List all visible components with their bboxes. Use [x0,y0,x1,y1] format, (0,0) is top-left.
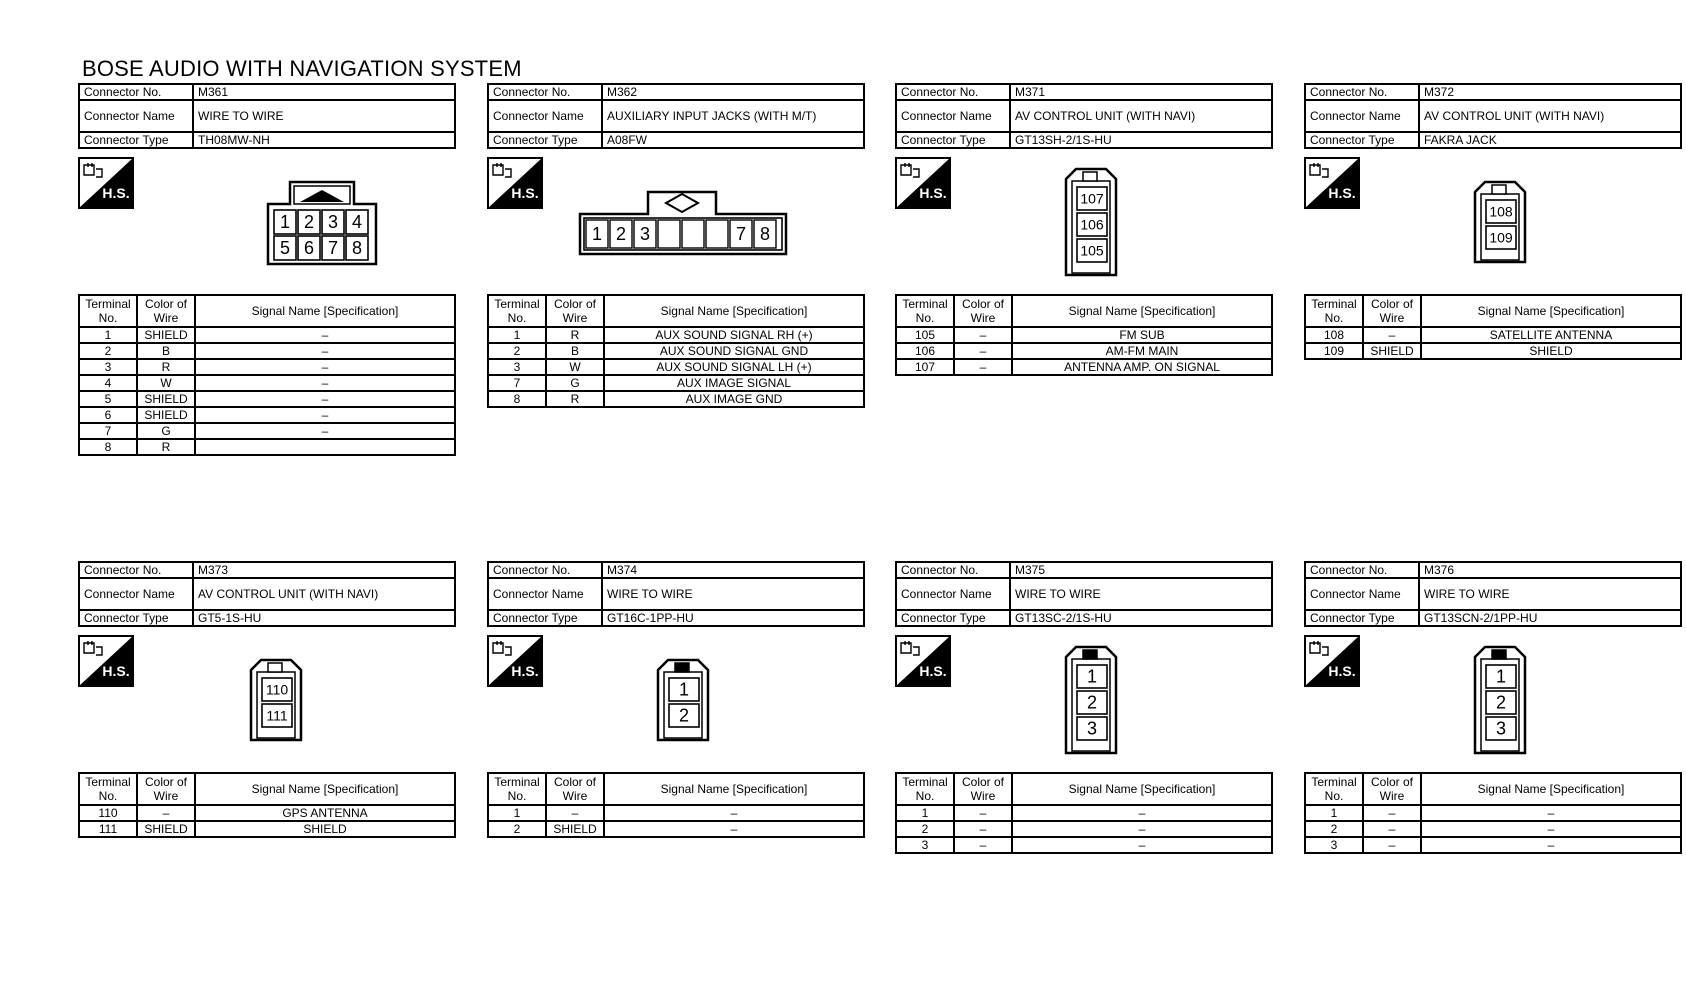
terminal-number: 3 [79,359,137,375]
connector-number-value: M371 [1010,84,1272,100]
connector-number-label: Connector No. [488,84,602,100]
wire-color: SHIELD [137,407,195,423]
signal-name: – [195,375,455,391]
connector-type-value: GT13SH-2/1S-HU [1010,132,1272,148]
terminal-number: 6 [79,407,137,423]
terminal-number: 108 [1305,327,1363,343]
connector-name-label: Connector Name [896,578,1010,610]
harness-side-icon [1304,635,1360,687]
connector-header-table [487,561,865,627]
wire-color: SHIELD [137,391,195,407]
terminal-no-header: Terminal No. [1305,773,1363,805]
connector-drawing [656,658,710,749]
wire-color: R [546,391,604,407]
signal-name: – [195,407,455,423]
terminal-number: 107 [896,359,954,375]
table-row [79,439,455,455]
wire-color: R [546,327,604,343]
connector-number-label: Connector No. [896,84,1010,100]
hs-label: H.S. [1328,185,1356,201]
cavity-number: 8 [351,238,363,258]
signal-name: – [1421,837,1681,853]
cavity-number: 106 [1080,216,1104,233]
cavity-number: 3 [1495,718,1507,739]
wire-color: B [546,343,604,359]
terminal-number: 2 [896,821,954,837]
color-of-wire-header: Color of Wire [137,773,195,805]
terminal-table [78,294,456,456]
signal-name: – [195,343,455,359]
connector-name-label: Connector Name [79,100,193,132]
cavity-number: 109 [1489,229,1513,246]
wire-color: – [1363,837,1421,853]
connector-name-label: Connector Name [79,578,193,610]
connector-number-value: M376 [1419,562,1681,578]
connector-face-diagram [1473,180,1527,266]
color-of-wire-header: Color of Wire [546,295,604,327]
signal-name-header: Signal Name [Specification] [195,295,455,327]
table-row [79,327,455,343]
signal-name-header: Signal Name [Specification] [604,295,864,327]
terminal-number: 3 [896,837,954,853]
terminal-number: 2 [488,343,546,359]
table-row [488,343,864,359]
terminal-number: 3 [488,359,546,375]
wire-color: SHIELD [137,327,195,343]
table-row [896,837,1272,853]
connector-type-value: GT13SC-2/1S-HU [1010,610,1272,626]
cavity-number: 7 [327,238,339,258]
terminal-table [895,772,1273,854]
connector-drawing [1064,645,1118,762]
terminal-no-header: Terminal No. [1305,295,1363,327]
wire-color: – [1363,327,1421,343]
connector-number-value: M373 [193,562,455,578]
terminal-table [1304,772,1682,854]
wire-color: – [954,359,1012,375]
signal-name-header: Signal Name [Specification] [1012,773,1272,805]
signal-name-header: Signal Name [Specification] [195,773,455,805]
terminal-number: 1 [79,327,137,343]
harness-side-icon [895,157,951,209]
cavity-number: 2 [1086,692,1098,713]
hs-label: H.S. [511,185,539,201]
connector-header-table [1304,83,1682,149]
table-row [488,327,864,343]
wire-color: G [546,375,604,391]
wire-color: – [954,327,1012,343]
connector-header-table [895,83,1273,149]
terminal-no-header: Terminal No. [896,295,954,327]
table-row [79,343,455,359]
cavity-number: 1 [678,679,690,700]
connector-face-diagram [1064,167,1118,279]
connector-number-label: Connector No. [896,562,1010,578]
color-of-wire-header: Color of Wire [546,773,604,805]
connector-name-label: Connector Name [488,100,602,132]
table-row [79,407,455,423]
cavity-number: 4 [351,212,363,232]
signal-name: FM SUB [1012,327,1272,343]
terminal-number: 2 [1305,821,1363,837]
connector-block-m373 [78,561,456,838]
signal-name: – [1421,805,1681,821]
table-row [1305,805,1681,821]
page-title: BOSE AUDIO WITH NAVIGATION SYSTEM [82,56,522,81]
cavity-number: 2 [303,212,315,232]
connector-header-table [1304,561,1682,627]
connector-type-label: Connector Type [896,610,1010,626]
terminal-number: 109 [1305,343,1363,359]
terminal-number: 110 [79,805,137,821]
connector-face-diagram [1064,645,1118,757]
connector-name-label: Connector Name [1305,100,1419,132]
connector-name-label: Connector Name [488,578,602,610]
signal-name: – [1421,821,1681,837]
hs-label: H.S. [919,663,947,679]
terminal-number: 5 [79,391,137,407]
table-row [896,805,1272,821]
terminal-no-header: Terminal No. [896,773,954,805]
wire-color: – [954,343,1012,359]
wire-color: – [954,805,1012,821]
cavity-number: 5 [279,238,291,258]
harness-side-icon [487,157,543,209]
connector-number-label: Connector No. [1305,84,1419,100]
signal-name: AUX SOUND SIGNAL LH (+) [604,359,864,375]
wire-color: W [546,359,604,375]
cavity-number: 2 [1495,692,1507,713]
cavity-number: 7 [735,224,747,244]
signal-name: AM-FM MAIN [1012,343,1272,359]
wire-color: R [137,359,195,375]
connector-drawing [578,190,788,261]
connector-number-value: M372 [1419,84,1681,100]
connector-block-m372 [1304,83,1682,360]
connector-name-value: AV CONTROL UNIT (WITH NAVI) [193,578,455,610]
hs-label: H.S. [102,663,130,679]
connector-name-label: Connector Name [1305,578,1419,610]
signal-name: SHIELD [195,821,455,837]
connector-name-value: AV CONTROL UNIT (WITH NAVI) [1419,100,1681,132]
color-of-wire-header: Color of Wire [954,773,1012,805]
terminal-number: 2 [488,821,546,837]
terminal-table [895,294,1273,376]
connector-drawing [264,180,380,271]
cavity-number: 3 [1086,718,1098,739]
terminal-no-header: Terminal No. [488,295,546,327]
connector-name-value: AUXILIARY INPUT JACKS (WITH M/T) [602,100,864,132]
connector-header-table [78,561,456,627]
cavity-number: 111 [266,707,288,724]
connector-type-label: Connector Type [79,610,193,626]
connector-header-table [78,83,456,149]
wire-color: SHIELD [1363,343,1421,359]
table-row [1305,821,1681,837]
connector-number-label: Connector No. [79,562,193,578]
table-row [79,805,455,821]
cavity-number: 1 [279,212,291,232]
signal-name: – [1012,805,1272,821]
signal-name: – [195,327,455,343]
cavity-number: 108 [1489,203,1513,220]
terminal-number: 1 [488,805,546,821]
terminal-table [78,772,456,838]
cavity-number: 110 [265,681,289,698]
hs-label: H.S. [102,185,130,201]
cavity-number: 1 [591,224,603,244]
terminal-table [1304,294,1682,360]
connector-type-label: Connector Type [1305,132,1419,148]
harness-side-icon [78,635,134,687]
table-row [488,391,864,407]
table-row [488,821,864,837]
connector-face-diagram [249,658,303,744]
cavity-number: 3 [327,212,339,232]
table-row [488,805,864,821]
table-row [79,423,455,439]
color-of-wire-header: Color of Wire [137,295,195,327]
connector-type-value: A08FW [602,132,864,148]
wire-color: B [137,343,195,359]
connector-name-value: AV CONTROL UNIT (WITH NAVI) [1010,100,1272,132]
wire-color: W [137,375,195,391]
connector-name-label: Connector Name [896,100,1010,132]
signal-name-header: Signal Name [Specification] [1012,295,1272,327]
signal-name: AUX SOUND SIGNAL RH (+) [604,327,864,343]
signal-name: SATELLITE ANTENNA [1421,327,1681,343]
connector-name-value: WIRE TO WIRE [602,578,864,610]
cavity-number: 8 [759,224,771,244]
signal-name: – [604,821,864,837]
signal-name: AUX IMAGE SIGNAL [604,375,864,391]
wire-color: – [1363,821,1421,837]
connector-header-table [487,83,865,149]
connector-name-value: WIRE TO WIRE [1419,578,1681,610]
table-row [896,327,1272,343]
connector-type-label: Connector Type [896,132,1010,148]
connector-face-diagram [656,658,710,744]
terminal-number: 7 [79,423,137,439]
table-row [79,391,455,407]
table-row [79,821,455,837]
connector-number-value: M362 [602,84,864,100]
signal-name: – [604,805,864,821]
terminal-no-header: Terminal No. [488,773,546,805]
table-row [488,375,864,391]
cavity-number: 2 [615,224,627,244]
cavity-number: 3 [639,224,651,244]
signal-name: – [195,423,455,439]
wire-color: – [954,837,1012,853]
connector-number-label: Connector No. [1305,562,1419,578]
signal-name: AUX SOUND SIGNAL GND [604,343,864,359]
connector-type-label: Connector Type [79,132,193,148]
connector-type-value: GT5-1S-HU [193,610,455,626]
connector-type-label: Connector Type [1305,610,1419,626]
terminal-table [487,772,865,838]
signal-name: – [1012,837,1272,853]
signal-name-header: Signal Name [Specification] [1421,295,1681,327]
connector-drawing [1064,167,1118,284]
connector-type-value: GT13SCN-2/1PP-HU [1419,610,1681,626]
connector-number-value: M361 [193,84,455,100]
connector-number-value: M375 [1010,562,1272,578]
signal-name-header: Signal Name [Specification] [1421,773,1681,805]
connector-drawing [1473,645,1527,762]
cavity-number: 105 [1080,242,1104,259]
terminal-number: 1 [896,805,954,821]
table-row [896,359,1272,375]
signal-name: – [195,391,455,407]
harness-side-icon [78,157,134,209]
color-of-wire-header: Color of Wire [1363,295,1421,327]
terminal-number: 2 [79,343,137,359]
terminal-number: 1 [488,327,546,343]
cavity-number: 1 [1495,666,1507,687]
harness-side-icon [487,635,543,687]
connector-drawing [1473,180,1527,271]
wire-color: – [546,805,604,821]
wire-color: – [954,821,1012,837]
connector-drawing [249,658,303,749]
connector-face-diagram [264,180,380,266]
hs-label: H.S. [919,185,947,201]
wire-color: R [137,439,195,455]
cavity-number: 107 [1080,190,1104,207]
wire-color: – [137,805,195,821]
connector-block-m374 [487,561,865,838]
terminal-number: 7 [488,375,546,391]
terminal-no-header: Terminal No. [79,295,137,327]
color-of-wire-header: Color of Wire [1363,773,1421,805]
signal-name: – [195,359,455,375]
wire-color: SHIELD [546,821,604,837]
table-row [1305,837,1681,853]
signal-name: SHIELD [1421,343,1681,359]
connector-number-label: Connector No. [79,84,193,100]
signal-name: GPS ANTENNA [195,805,455,821]
terminal-number: 8 [488,391,546,407]
connector-block-m375 [895,561,1273,854]
signal-name-header: Signal Name [Specification] [604,773,864,805]
connector-block-m361 [78,83,456,456]
wire-color: G [137,423,195,439]
connector-number-label: Connector No. [488,562,602,578]
connector-type-value: GT16C-1PP-HU [602,610,864,626]
table-row [896,343,1272,359]
connector-type-label: Connector Type [488,610,602,626]
terminal-number: 111 [79,821,137,837]
terminal-number: 8 [79,439,137,455]
terminal-table [487,294,865,408]
connector-block-m371 [895,83,1273,376]
connector-type-label: Connector Type [488,132,602,148]
signal-name: – [1012,821,1272,837]
terminal-no-header: Terminal No. [79,773,137,805]
table-row [1305,327,1681,343]
table-row [896,821,1272,837]
cavity-number: 2 [678,705,690,726]
wire-color: – [1363,805,1421,821]
table-row [1305,343,1681,359]
table-row [488,359,864,375]
connector-type-value: TH08MW-NH [193,132,455,148]
signal-name: AUX IMAGE GND [604,391,864,407]
signal-name: ANTENNA AMP. ON SIGNAL [1012,359,1272,375]
hs-label: H.S. [511,663,539,679]
connector-face-diagram [1473,645,1527,757]
connector-header-table [895,561,1273,627]
cavity-number: 6 [303,238,315,258]
connector-block-m376 [1304,561,1682,854]
terminal-number: 3 [1305,837,1363,853]
table-row [79,359,455,375]
cavity-number: 1 [1086,666,1098,687]
table-row [79,375,455,391]
terminal-number: 1 [1305,805,1363,821]
connector-number-value: M374 [602,562,864,578]
signal-name [195,439,455,455]
terminal-number: 106 [896,343,954,359]
harness-side-icon [895,635,951,687]
terminal-number: 4 [79,375,137,391]
wire-color: SHIELD [137,821,195,837]
harness-side-icon [1304,157,1360,209]
hs-label: H.S. [1328,663,1356,679]
connector-type-value: FAKRA JACK [1419,132,1681,148]
terminal-number: 105 [896,327,954,343]
connector-name-value: WIRE TO WIRE [193,100,455,132]
color-of-wire-header: Color of Wire [954,295,1012,327]
connector-name-value: WIRE TO WIRE [1010,578,1272,610]
connector-block-m362 [487,83,865,408]
connector-face-diagram [578,190,788,256]
